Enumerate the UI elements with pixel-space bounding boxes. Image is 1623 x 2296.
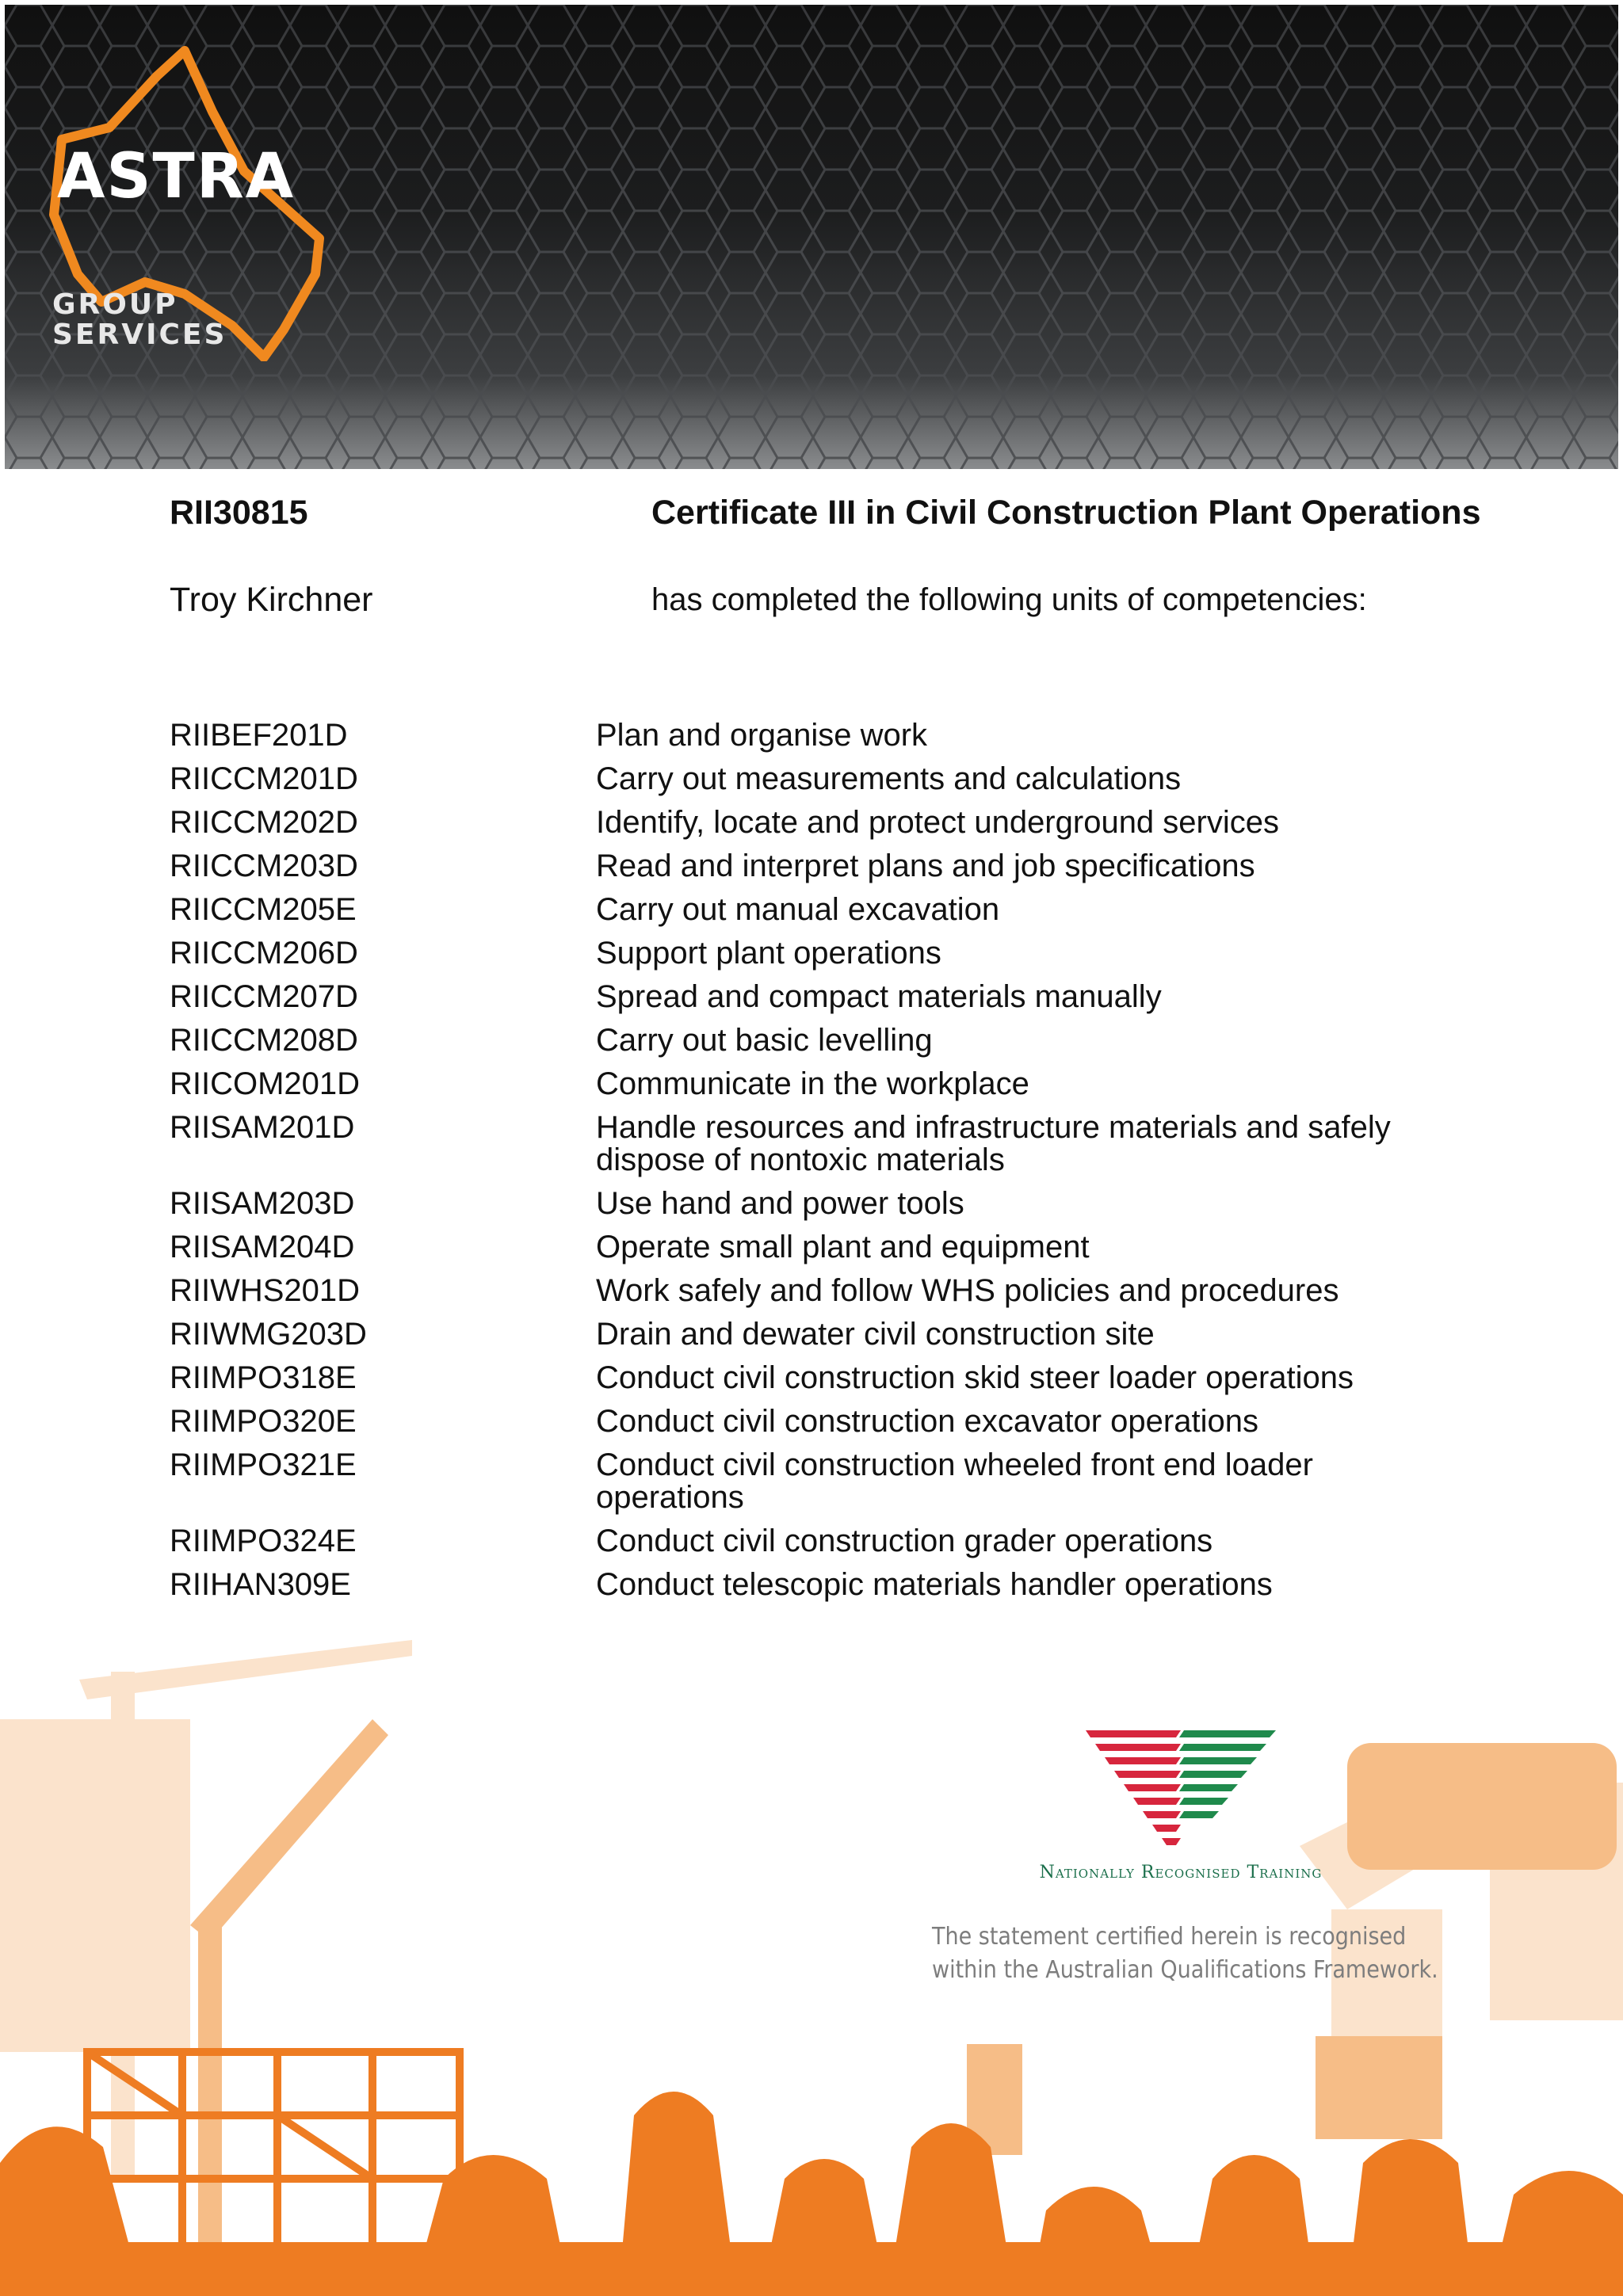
unit-title: Plan and organise work (596, 718, 928, 753)
nrt-stripe-green (1179, 1744, 1266, 1751)
nrt-stripe-green (1179, 1798, 1228, 1805)
unit-row (170, 937, 1453, 970)
unit-code: RIIHAN309E (170, 1567, 351, 1602)
unit-code: RIISAM201D (170, 1110, 355, 1145)
nrt-stripe-red (1105, 1757, 1181, 1764)
nrt-stripe-green (1179, 1771, 1247, 1778)
nrt-stripe-red (1143, 1811, 1181, 1818)
unit-title: Carry out basic levelling (596, 1023, 933, 1058)
qualification-title: Certificate III in Civil Construction Plant Operations (651, 494, 1481, 532)
units-of-competency-list (170, 719, 1453, 1612)
unit-row (170, 1188, 1453, 1220)
recipient-name: Troy Kirchner (170, 581, 373, 619)
unit-title: Support plant operations (596, 936, 941, 971)
unit-row (170, 1405, 1453, 1438)
nrt-stripe-red (1114, 1771, 1181, 1778)
completion-statement: has completed the following units of competencies: (651, 582, 1367, 617)
unit-title: Operate small plant and equipment (596, 1230, 1090, 1264)
unit-row (170, 1569, 1453, 1601)
logo-subline (52, 290, 227, 350)
unit-row (170, 719, 1453, 752)
unit-row (170, 1068, 1453, 1100)
unit-row (170, 1318, 1453, 1351)
unit-title: Identify, locate and protect underground services (596, 805, 1279, 840)
nrt-stripe-green (1179, 1757, 1257, 1764)
unit-code: RIIBEF201D (170, 718, 348, 753)
unit-code: RIISAM204D (170, 1230, 355, 1264)
nrt-label: Nationally Recognised Training (1039, 1863, 1323, 1882)
unit-code: RIICCM208D (170, 1023, 358, 1058)
unit-code: RIICCM202D (170, 805, 358, 840)
unit-title: Work safely and follow WHS policies and procedures (596, 1273, 1339, 1308)
logo-subline-services: SERVICES (52, 318, 227, 351)
logo-wordmark: ASTRA (57, 141, 296, 212)
unit-row (170, 1231, 1453, 1264)
unit-row (170, 981, 1453, 1013)
unit-title: Read and interpret plans and job specifications (596, 849, 1255, 883)
unit-code: RIICCM205E (170, 892, 357, 927)
unit-title: Handle resources and infrastructure materials and safely dispose of nontoxic materials (596, 1110, 1391, 1177)
nrt-stripe-red (1095, 1744, 1181, 1751)
unit-title: Communicate in the workplace (596, 1066, 1029, 1101)
unit-row (170, 807, 1453, 839)
unit-title: Use hand and power tools (596, 1186, 964, 1221)
unit-code: RIIWMG203D (170, 1317, 367, 1352)
unit-code: RIIMPO321E (170, 1447, 357, 1482)
nrt-stripe-red (1152, 1825, 1181, 1832)
unit-title: Conduct civil construction excavator operations (596, 1404, 1258, 1439)
nrt-stripe-green (1179, 1730, 1276, 1737)
nrt-stripe-red (1124, 1784, 1181, 1791)
unit-title: Conduct telescopic materials handler operations (596, 1567, 1273, 1602)
nrt-stripe-green (1179, 1811, 1219, 1818)
unit-code: RIIWHS201D (170, 1273, 361, 1308)
unit-row (170, 1275, 1453, 1307)
unit-title: Conduct civil construction wheeled front end loader operations (596, 1447, 1313, 1515)
unit-code: RIICCM201D (170, 761, 358, 796)
nrt-stripe-red (1162, 1838, 1181, 1845)
unit-row (170, 1525, 1453, 1558)
unit-code: RIISAM203D (170, 1186, 355, 1221)
nationally-recognised-training-logo (1078, 1726, 1284, 1860)
unit-row (170, 763, 1453, 795)
header-banner (5, 5, 1618, 469)
unit-title: Conduct civil construction skid steer loader operations (596, 1360, 1354, 1395)
unit-code: RIICCM206D (170, 936, 358, 971)
logo-subline-group: GROUP (52, 288, 178, 321)
unit-code: RIIMPO324E (170, 1524, 357, 1558)
unit-row (170, 1024, 1453, 1057)
qualification-code: RII30815 (170, 494, 308, 532)
aqf-recognition-statement: The statement certified herein is recognised within the Australian Qualifications Framework. (932, 1923, 1438, 1984)
unit-row (170, 1449, 1453, 1514)
unit-row (170, 1112, 1453, 1177)
unit-code: RIICCM203D (170, 849, 358, 883)
unit-row (170, 850, 1453, 883)
unit-row (170, 1362, 1453, 1394)
unit-code: RIICCM207D (170, 979, 358, 1014)
unit-code: RIIMPO318E (170, 1360, 357, 1395)
nrt-stripe-red (1133, 1798, 1181, 1805)
unit-title: Carry out measurements and calculations (596, 761, 1182, 796)
unit-title: Carry out manual excavation (596, 892, 1000, 927)
unit-row (170, 894, 1453, 926)
unit-title: Spread and compact materials manually (596, 979, 1162, 1014)
unit-code: RIICOM201D (170, 1066, 361, 1101)
nrt-stripe-green (1179, 1784, 1238, 1791)
nrt-stripe-red (1086, 1730, 1181, 1737)
unit-title: Drain and dewater civil construction site (596, 1317, 1155, 1352)
unit-title: Conduct civil construction grader operations (596, 1524, 1213, 1558)
unit-code: RIIMPO320E (170, 1404, 357, 1439)
